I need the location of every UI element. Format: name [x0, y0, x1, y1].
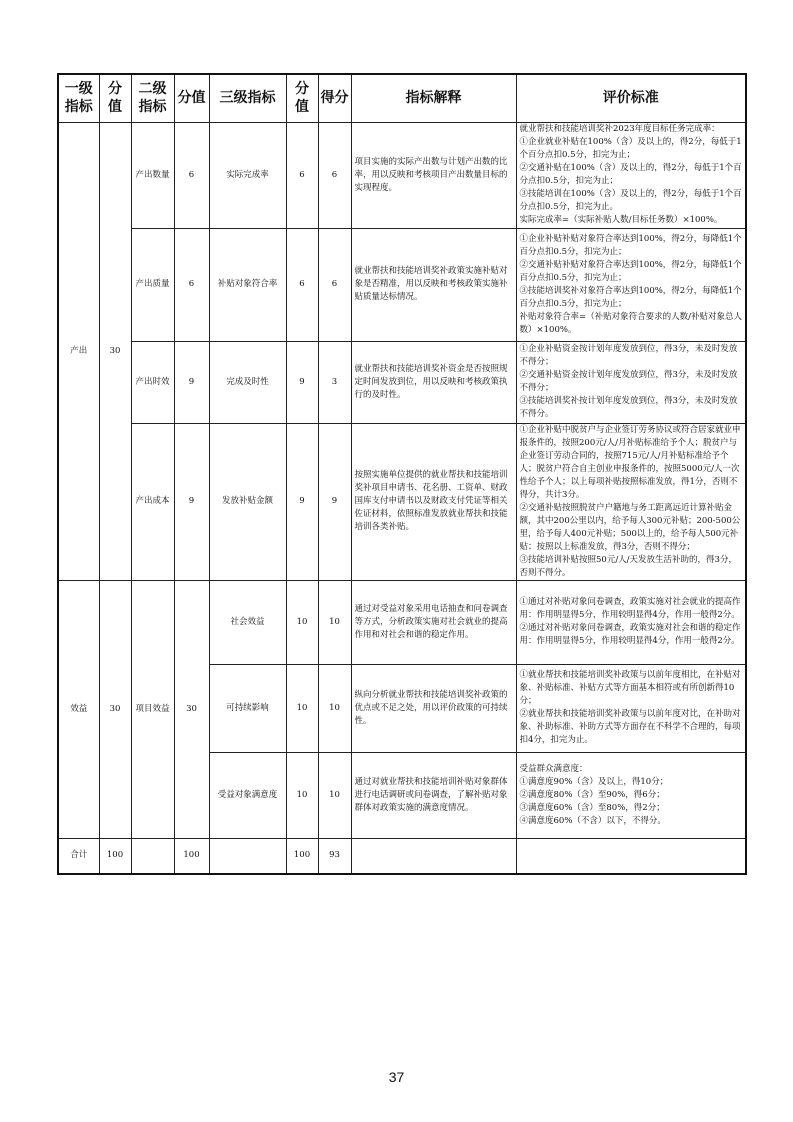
total-l1-score: 100 [99, 838, 131, 874]
got-score: 3 [318, 341, 351, 423]
total-got-score: 93 [318, 838, 351, 874]
l3-score: 10 [286, 664, 318, 752]
l2-score: 30 [174, 580, 209, 838]
total-l2-score: 100 [174, 838, 209, 874]
l3-score: 9 [286, 341, 318, 423]
l3-cell: 社会效益 [209, 580, 286, 664]
l3-score: 10 [286, 580, 318, 664]
criteria-cell: 受益群众满意度： ①满意度90%（含）及以上，得10分； ②满意度80%（含）至90%，得6分； ③满意度60%（含）至80%，得2分； ④满意度60%（不含）以下，不得分。 [516, 752, 746, 838]
l1-score: 30 [99, 122, 131, 580]
l2-score: 9 [174, 423, 209, 580]
l3-cell: 可持续影响 [209, 664, 286, 752]
l3-score: 10 [286, 752, 318, 838]
header-cell: 指标解释 [351, 74, 516, 122]
table-row [58, 580, 746, 664]
header-cell: 评价标准 [516, 74, 746, 122]
l1-score: 30 [99, 580, 131, 838]
explain-cell: 就业帮扶和技能培训奖补政策实施补贴对象是否精准，用以反映和考核政策实施补贴质量达标情况。 [351, 228, 516, 341]
l2-cell: 产出质量 [131, 228, 174, 341]
l3-cell: 补贴对象符合率 [209, 228, 286, 341]
got-score: 10 [318, 664, 351, 752]
total-label: 合计 [58, 838, 99, 874]
got-score: 10 [318, 580, 351, 664]
empty-cell [351, 838, 516, 874]
explain-cell: 就业帮扶和技能培训奖补资金是否按照规定时间发放到位，用以反映和考核政策执行的及时性。 [351, 341, 516, 423]
l3-cell: 发放补贴金额 [209, 423, 286, 580]
l3-score: 6 [286, 122, 318, 228]
l2-score: 6 [174, 122, 209, 228]
l2-cell: 项目效益 [131, 580, 174, 838]
l1-cell: 效益 [58, 580, 99, 838]
explain-cell: 通过对就业帮扶和技能培训补贴对象群体进行电话调研或问卷调查，了解补贴对象群体对政策实施的满意度情况。 [351, 752, 516, 838]
table-row [58, 122, 746, 228]
performance-evaluation-table [57, 73, 747, 875]
header-cell: 分值 [286, 74, 318, 122]
header-cell: 三级指标 [209, 74, 286, 122]
header-cell: 二级指标 [131, 74, 174, 122]
header-cell: 一级指标 [58, 74, 99, 122]
l2-cell: 产出成本 [131, 423, 174, 580]
header-row [58, 74, 746, 122]
l3-score: 6 [286, 228, 318, 341]
l1-cell: 产出 [58, 122, 99, 580]
criteria-cell: ①企业补贴补贴对象符合率达到100%，得2分，每降低1个百分点扣0.5分，扣完为止； ②交通补贴补贴对象符合率达到100%，得2分，每降低1个百分点扣0.5分，扣完为止； ③技能培训奖补对象符合率达到100%，得2分，每降低1个百分点扣0.5分，扣完为止； 补贴对象符合率=（补贴对象符合要求的人数/补贴对象总人数）×100%。 [516, 228, 746, 341]
got-score: 6 [318, 228, 351, 341]
explain-cell: 通过对受益对象采用电话抽查和问卷调查等方式，分析政策实施对社会就业的提高作用和对社会和谐的稳定作用。 [351, 580, 516, 664]
header-cell: 得分 [318, 74, 351, 122]
empty-cell [131, 838, 174, 874]
l2-score: 6 [174, 228, 209, 341]
criteria-cell: ①企业补贴中脱贫户与企业签订劳务协议或符合居家就业申报条件的，按照200元/人/月补贴标准给予个人；脱贫户与企业签订劳动合同的，按照715元/人/月补贴标准给予个人；脱贫户符合自主创业申报条件的，按照5000元/人一次性给予个人；以上每项补贴按照标准发放，得1分，否则不得分，共计3分。 ②交通补贴按照脱贫户户籍地与务工距离远近计算补贴金额，其中200公里以内，给予每人300元补贴；200-500公里，给予每人400元补贴；500以上的，给予每人500元补贴；按照以上标准发放，得3分，否则不得分； ③技能培训补贴按照50元/人/天发放生活补助的，得3分，否则不得分。 [516, 423, 746, 580]
l2-cell: 产出时效 [131, 341, 174, 423]
l3-cell: 实际完成率 [209, 122, 286, 228]
explain-cell: 项目实施的实际产出数与计划产出数的比率，用以反映和考核项目产出数量目标的实现程度。 [351, 122, 516, 228]
explain-cell: 纵向分析就业帮扶和技能培训奖补政策的优点或不足之处，用以评价政策的可持续性。 [351, 664, 516, 752]
l2-score: 9 [174, 341, 209, 423]
header-cell: 分值 [174, 74, 209, 122]
total-l3-score: 100 [286, 838, 318, 874]
got-score: 6 [318, 122, 351, 228]
criteria-cell: ①就业帮扶和技能培训奖补政策与以前年度相比，在补贴对象、补贴标准、补贴方式等方面基本相符或有所创新得10分； ②就业帮扶和技能培训奖补政策与以前年度对比，在补助对象、补助标准、补助方式等方面存在不科学不合理的，每项扣4分，扣完为止。 [516, 664, 746, 752]
got-score: 9 [318, 423, 351, 580]
got-score: 10 [318, 752, 351, 838]
empty-cell [209, 838, 286, 874]
criteria-cell: ①通过对补贴对象问卷调查，政策实施对社会就业的提高作用：作用明显得5分，作用较明显得4分，作用一般得2分。 ②通过对补贴对象问卷调查，政策实施对社会和谐的稳定作用：作用明显得5分，作用较明显得4分，作用一般得2分。 [516, 580, 746, 664]
header-cell: 分值 [99, 74, 131, 122]
criteria-cell: 就业帮扶和技能培训奖补2023年度目标任务完成率： ①企业就业补贴在100%（含）及以上的，得2分，每低于1个百分点扣0.5分，扣完为止； ②交通补贴在100%（含）及以上的，得2分，每低于1个百分点扣0.5分，扣完为止； ③技能培训在100%（含）及以上的，得2分，每低于1个百分点扣0.5分，扣完为止。 实际完成率=（实际补贴人数/目标任务数）×100%。 [516, 122, 746, 228]
table-row [58, 228, 746, 341]
page-number: 37 [388, 1069, 405, 1085]
table-row [58, 341, 746, 423]
total-row [58, 838, 746, 874]
l2-cell: 产出数量 [131, 122, 174, 228]
criteria-cell: ①企业补贴资金按计划年度发放到位，得3分，未及时发放不得分； ②交通补贴资金按计划年度发放到位，得3分，未及时发放不得分； ③技能培训奖补按计划年度发放到位，得3分，未及时发放不得分。 [516, 341, 746, 423]
explain-cell: 按照实施单位提供的就业帮扶和技能培训奖补项目申请书、花名册、工资单、财政国库支付申请书以及财政支付凭证等相关佐证材料，依照标准发放就业帮扶和技能培训各类补贴。 [351, 423, 516, 580]
l3-cell: 完成及时性 [209, 341, 286, 423]
l3-score: 9 [286, 423, 318, 580]
table-row [58, 423, 746, 580]
l3-cell: 受益对象满意度 [209, 752, 286, 838]
empty-cell [516, 838, 746, 874]
